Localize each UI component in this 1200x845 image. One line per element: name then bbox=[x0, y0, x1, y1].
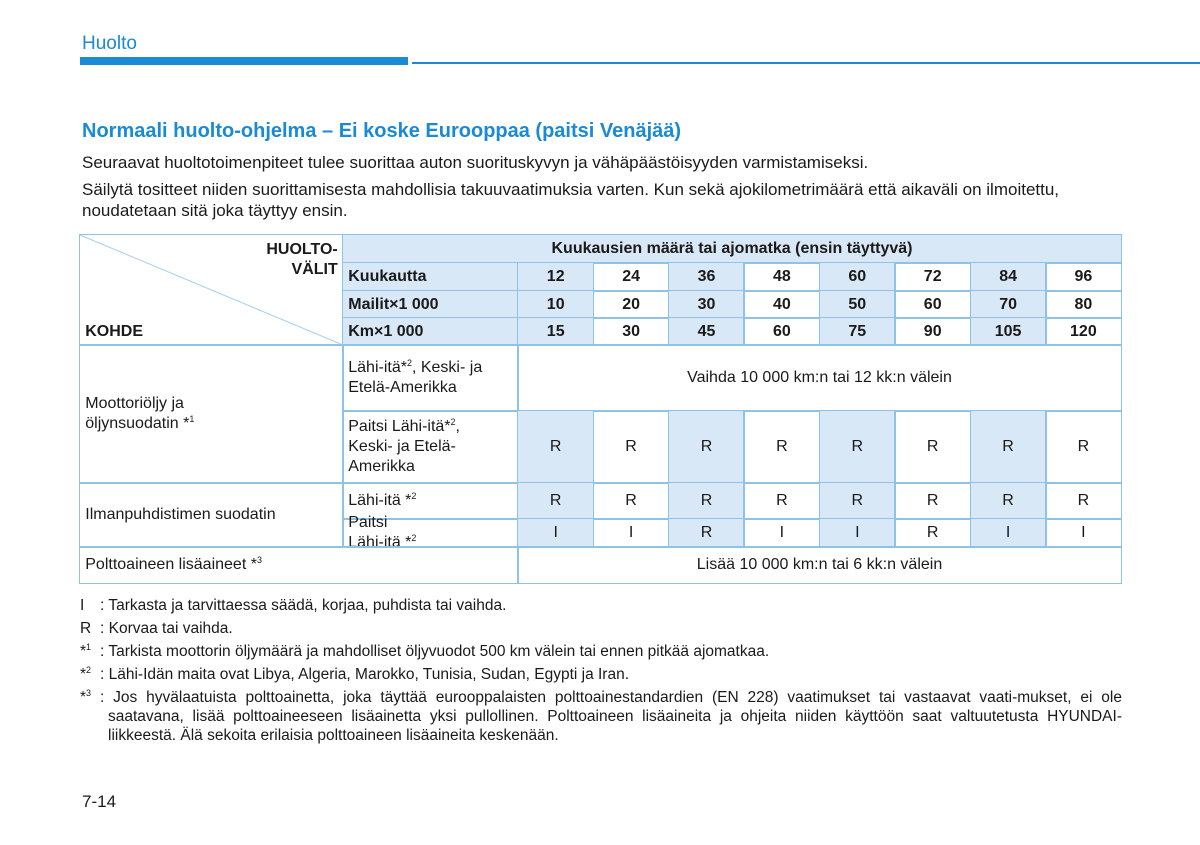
page-number: 7-14 bbox=[82, 792, 117, 811]
service-mark: R bbox=[970, 410, 1047, 484]
corner-line-1: HUOLTO- bbox=[266, 241, 338, 259]
interval-value: 75 bbox=[819, 317, 896, 346]
footnote-mark: I bbox=[80, 597, 85, 614]
interval-value: 12 bbox=[517, 262, 594, 292]
service-mark: R bbox=[894, 482, 971, 520]
sub-label: Paitsi Lähi-itä *$^2$ bbox=[348, 514, 417, 551]
item-engine-oil bbox=[79, 344, 344, 484]
oil-interval-text: Vaihda 10 000 km:n tai 12 kk:n välein bbox=[517, 344, 1122, 412]
footnote-text: : Tarkasta ja tarvittaessa säädä, korjaa, puhdista tai vaihda. bbox=[100, 597, 507, 614]
footnotes bbox=[80, 596, 1122, 749]
footnote bbox=[80, 642, 1122, 661]
service-mark: I bbox=[743, 518, 820, 548]
header-bar-thin bbox=[412, 62, 1200, 64]
interval-value: 60 bbox=[743, 317, 820, 346]
sub-except-middle-east bbox=[342, 410, 519, 484]
intro-paragraph-2: Säilytä tositteet niiden suorittamisesta mahdollisia takuuvaatimuksia varten. Kun sekä ajokilometrimäärä että aikaväli on ilmoitettu, noudatetaan sitä joka täyttyy ensin. bbox=[82, 180, 1060, 220]
footnote-mark: *$^2$ bbox=[80, 665, 92, 683]
footnote-text: : Korvaa tai vaihda. bbox=[100, 620, 233, 637]
interval-value: 90 bbox=[894, 317, 971, 346]
interval-value: 72 bbox=[894, 262, 971, 292]
service-mark: R bbox=[1045, 410, 1122, 484]
footnote bbox=[80, 619, 1122, 638]
footnote-text: : Lähi-Idän maita ovat Libya, Algeria, Marokko, Tunisia, Sudan, Egypti ja Iran. bbox=[100, 666, 630, 683]
corner-label-item: KOHDE bbox=[85, 322, 144, 340]
item-engine-oil-label: Moottoriöljy ja öljynsuodatin *$^1$ bbox=[85, 395, 195, 432]
interval-label: Kuukautta bbox=[342, 262, 519, 292]
header-bar-thick bbox=[80, 57, 408, 65]
interval-value: 15 bbox=[517, 317, 594, 346]
interval-value: 80 bbox=[1045, 290, 1122, 319]
interval-value: 70 bbox=[970, 290, 1047, 319]
service-mark: R bbox=[668, 482, 745, 520]
item-fuel-additive bbox=[79, 546, 519, 584]
service-mark: R bbox=[517, 410, 594, 484]
footnote bbox=[80, 665, 1122, 684]
footnote bbox=[80, 688, 1122, 745]
interval-value: 120 bbox=[1045, 317, 1122, 346]
service-mark: R bbox=[668, 410, 745, 484]
interval-value: 30 bbox=[593, 317, 670, 346]
sub-label: Lähi-itä*$^2$, Keski- ja Etelä-Amerikka bbox=[348, 358, 483, 396]
interval-value: 48 bbox=[743, 262, 820, 292]
interval-value: 45 bbox=[668, 317, 745, 346]
interval-value: 84 bbox=[970, 262, 1047, 292]
footnote bbox=[80, 596, 1122, 615]
item-fuel-additive-label: Polttoaineen lisäaineet *$^3$ bbox=[85, 555, 262, 573]
sub-middle-east-south-america bbox=[342, 344, 519, 412]
page-heading: Normaali huolto-ohjelma – Ei koske Eurooppaa (paitsi Venäjää) bbox=[82, 120, 682, 142]
service-mark: I bbox=[517, 518, 594, 548]
sub-label: Paitsi Lähi-itä*$^2$, Keski- ja Etelä- Amerikka bbox=[348, 417, 460, 475]
item-air-filter: Ilmanpuhdistimen suodatin bbox=[79, 482, 344, 548]
service-mark: I bbox=[970, 518, 1047, 548]
service-mark: R bbox=[743, 482, 820, 520]
service-mark: R bbox=[517, 482, 594, 520]
footnote-mark: *$^3$ bbox=[80, 688, 92, 706]
service-mark: R bbox=[894, 518, 971, 548]
footnote-mark: R bbox=[80, 620, 92, 637]
interval-value: 60 bbox=[819, 262, 896, 292]
interval-value: 10 bbox=[517, 290, 594, 319]
intro-paragraph-1: Seuraavat huoltotoimenpiteet tulee suorittaa auton suorituskyvyn ja vähäpäästöisyyden varmistamiseksi. bbox=[82, 153, 869, 172]
interval-value: 30 bbox=[668, 290, 745, 319]
service-mark: R bbox=[819, 410, 896, 484]
service-mark: I bbox=[819, 518, 896, 548]
schedule-grid bbox=[80, 235, 1121, 583]
sub-except-middle-east bbox=[342, 514, 519, 551]
service-mark: R bbox=[743, 410, 820, 484]
service-mark: R bbox=[894, 410, 971, 484]
service-mark: R bbox=[1045, 482, 1122, 520]
interval-value: 60 bbox=[894, 290, 971, 319]
interval-value: 50 bbox=[819, 290, 896, 319]
footnote-text: : Jos hyvälaatuista polttoainetta, joka täyttää eurooppalaisten polttoainestandardien (EN 228) vaatimukset tai vastaavat vaati-mukset, ei ole saatavana, lisää polttoaineeseen lisäainetta yksi pullollinen. Polttoaineen lisäaineita ja ohjeita niiden käyttöön saat valtuutetusta HYUNDAI-liikkeestä. Älä sekoita erilaisia polttoaineen lisäaineita keskenään. bbox=[100, 689, 1122, 744]
footnote-text: : Tarkista moottorin öljymäärä ja mahdolliset öljyvuodot 500 km välein tai ennen pitkää ajomatkaa. bbox=[100, 643, 770, 660]
footnote-mark: *$^1$ bbox=[80, 642, 92, 660]
interval-value: 40 bbox=[743, 290, 820, 319]
corner-line-2: VÄLIT bbox=[291, 261, 338, 279]
service-mark: I bbox=[593, 518, 670, 548]
interval-value: 105 bbox=[970, 317, 1047, 346]
interval-value: 20 bbox=[593, 290, 670, 319]
service-mark: R bbox=[593, 482, 670, 520]
interval-value: 36 bbox=[668, 262, 745, 292]
service-mark: R bbox=[970, 482, 1047, 520]
interval-label: Mailit×1 000 bbox=[342, 290, 519, 319]
corner-label-intervals bbox=[266, 240, 337, 280]
fuel-interval-text: Lisää 10 000 km:n tai 6 kk:n välein bbox=[517, 546, 1122, 584]
sub-label: Lähi-itä *$^2$ bbox=[348, 491, 417, 509]
service-mark: R bbox=[593, 410, 670, 484]
interval-value: 96 bbox=[1045, 262, 1122, 292]
interval-value: 24 bbox=[593, 262, 670, 292]
service-mark: I bbox=[1045, 518, 1122, 548]
span-header: Kuukausien määrä tai ajomatka (ensin täyttyvä) bbox=[342, 234, 1122, 264]
service-mark: R bbox=[668, 518, 745, 548]
table-corner-cell bbox=[79, 234, 344, 346]
interval-label: Km×1 000 bbox=[342, 317, 519, 346]
section-label: Huolto bbox=[82, 33, 137, 54]
service-mark: R bbox=[819, 482, 896, 520]
